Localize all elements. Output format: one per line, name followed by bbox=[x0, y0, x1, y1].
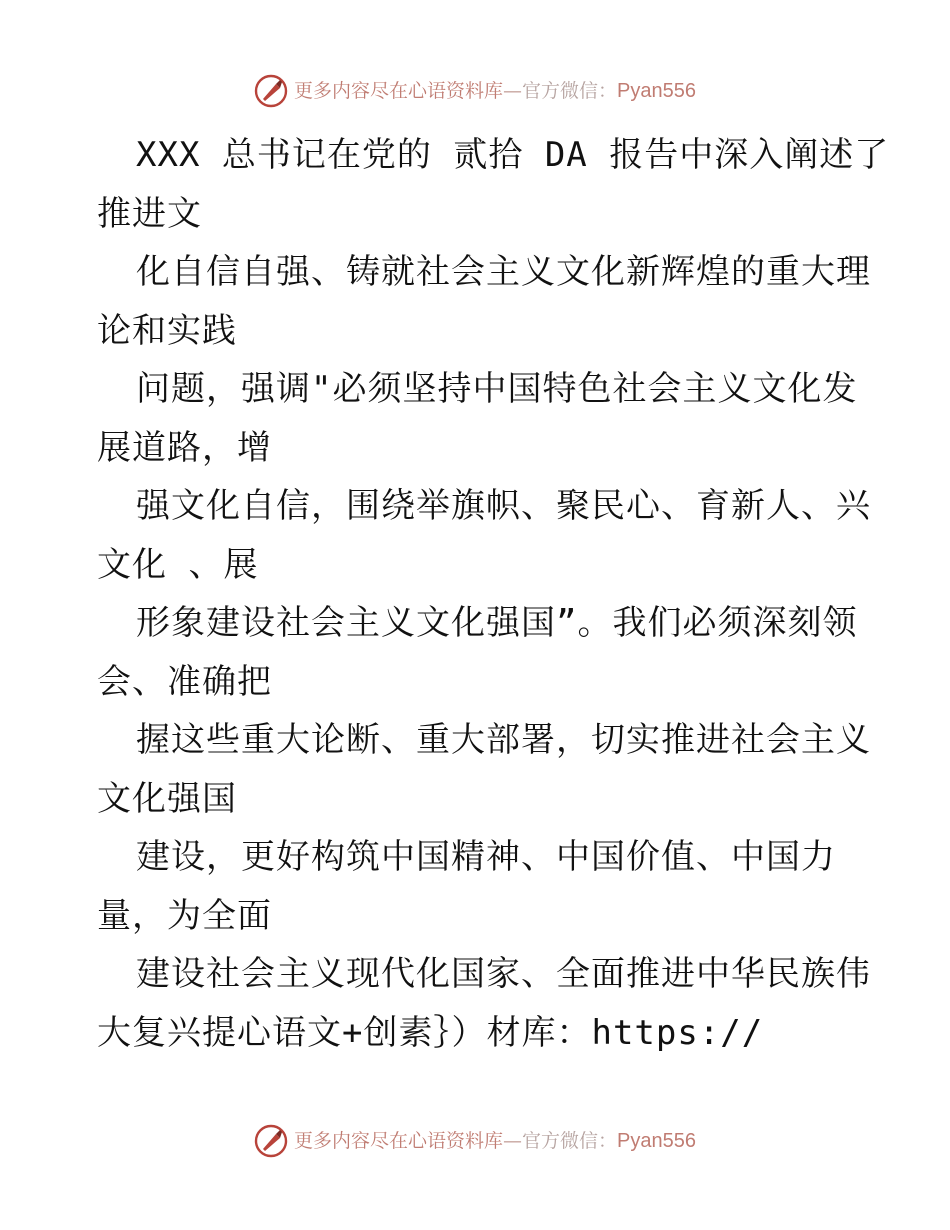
document-body bbox=[97, 126, 890, 1062]
body-line: 论和实践 bbox=[97, 310, 237, 351]
body-line: 会、准确把 bbox=[97, 661, 272, 702]
body-line: 建设社会主义现代化国家、全面推进中华民族伟 bbox=[136, 954, 871, 994]
body-line: 形象建设社会主义文化强国”。我们必须深刻领 bbox=[136, 603, 858, 643]
banner-dash: — bbox=[503, 1129, 523, 1152]
header-banner bbox=[0, 74, 950, 108]
body-line: XXX 总书记在党的 贰拾 DA 报告中深入阐述了 bbox=[136, 135, 890, 175]
body-line: 展道路，增 bbox=[97, 427, 272, 468]
banner-main-text: 更多内容尽在心语资料库 bbox=[294, 1129, 504, 1152]
body-line: 文化强国 bbox=[97, 778, 237, 819]
banner-wechat-label: 官方微信： bbox=[522, 1129, 618, 1152]
body-line: 强文化自信，围绕举旗帜、聚民心、育新人、兴 bbox=[136, 486, 871, 526]
body-line: 问题，强调"必须坚持中国特色社会主义文化发 bbox=[136, 369, 858, 409]
banner-wechat-id: Pyan556 bbox=[617, 1130, 696, 1152]
footer-banner bbox=[0, 1124, 950, 1158]
pen-nib-logo-icon bbox=[254, 1124, 288, 1158]
banner-wechat-id: Pyan556 bbox=[617, 80, 696, 102]
banner-wechat-label: 官方微信： bbox=[522, 79, 618, 102]
body-line: 量，为全面 bbox=[97, 895, 272, 936]
body-line: 化自信自强、铸就社会主义文化新辉煌的重大理 bbox=[136, 252, 871, 292]
body-line: 握这些重大论断、重大部署，切实推进社会主义 bbox=[136, 720, 871, 760]
pen-nib-logo-icon bbox=[254, 74, 288, 108]
banner-main-text: 更多内容尽在心语资料库 bbox=[294, 79, 504, 102]
banner-dash: — bbox=[503, 79, 523, 102]
body-line: 大复兴提心语文+创素｝）材库：https:// bbox=[97, 1012, 764, 1053]
body-line: 建设，更好构筑中国精神、中国价值、中国力 bbox=[136, 837, 836, 877]
body-line: 文化 、展 bbox=[97, 544, 259, 585]
body-line: 推进文 bbox=[97, 193, 202, 234]
